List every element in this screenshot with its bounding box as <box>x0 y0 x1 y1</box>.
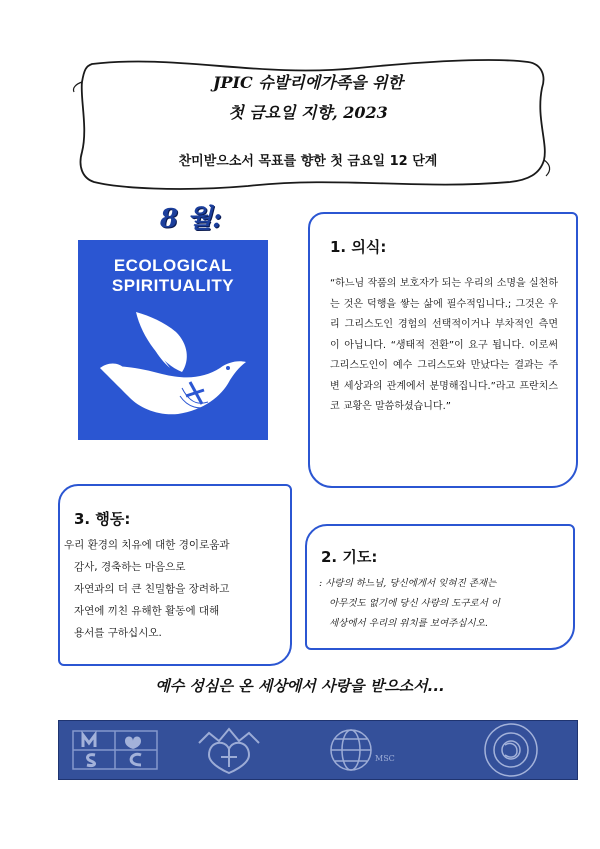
logos-graphic <box>59 721 577 779</box>
banner-title-line1: JPIC 슈발리에가족을 위한 <box>212 73 404 92</box>
image-title-line2: SPIRITUALITY <box>111 276 235 295</box>
action-line: 우리 환경의 치유에 대한 경이로움과 <box>64 539 230 551</box>
prayer-heading: 2. 기도: <box>321 548 378 566</box>
awareness-quote: “하느님 작품의 보호자가 되는 우리의 소명을 실천하는 것은 덕행을 쌓는 삶에 필수적입니다.; 그것은 우리 그리스도인 경험의 선택적이거나 부차적인 측면이 아닙니다. “생태적 전환”이 요구 됩니다. 이로써 그리스도인이 예수 그리스도와 만났다는 결과는 주변 세상과의 관계에서 분명해집니다.”라고 프란치스코 교황은 말씀하셨습니다.” <box>330 278 558 412</box>
banner-subtitle: 찬미받으소서 목표를 향한 첫 금요일 12 단계 <box>178 154 438 169</box>
lady-of-sacred-heart-seal <box>485 724 537 776</box>
action-line: 자연에 끼친 유해한 활동에 대해 <box>74 605 220 617</box>
action-heading: 3. 행동: <box>74 510 131 528</box>
action-line: 감사, 경축하는 마음으로 <box>74 561 186 573</box>
title-banner <box>58 48 558 198</box>
sacred-heart-crown-logo <box>199 729 259 773</box>
prayer-line: 아무것도 없기에 당신 사랑의 도구로서 이 <box>329 598 501 609</box>
awareness-heading: 1. 의식: <box>330 238 387 256</box>
prayer-text <box>319 574 563 634</box>
awareness-box <box>308 212 578 488</box>
prayer-box <box>305 524 575 650</box>
closing-blessing: 예수 성심은 온 세상에서 사랑을 받으소서... <box>155 677 445 695</box>
action-line: 용서를 구하십시오. <box>74 627 162 639</box>
prayer-line: 세상에서 우리의 위치를 보여주십시오. <box>329 618 488 629</box>
action-text <box>64 534 286 644</box>
ecological-spirituality-image <box>78 240 268 440</box>
action-box <box>58 484 292 666</box>
banner-title-line2: 첫 금요일 지향, 2023 <box>228 103 388 122</box>
logos-strip <box>58 720 578 780</box>
svg-text:MSC: MSC <box>375 754 395 763</box>
action-line: 자연과의 더 큰 친밀함을 장려하고 <box>74 583 230 595</box>
msc-heart-logo <box>73 731 157 769</box>
globe-msc-logo <box>331 730 395 770</box>
prayer-line: : 사랑의 하느님, 당신에게서 잊혀진 존재는 <box>319 578 497 589</box>
month-heading: 8 월: <box>160 204 222 234</box>
image-title-line1: ECOLOGICAL <box>113 256 233 275</box>
